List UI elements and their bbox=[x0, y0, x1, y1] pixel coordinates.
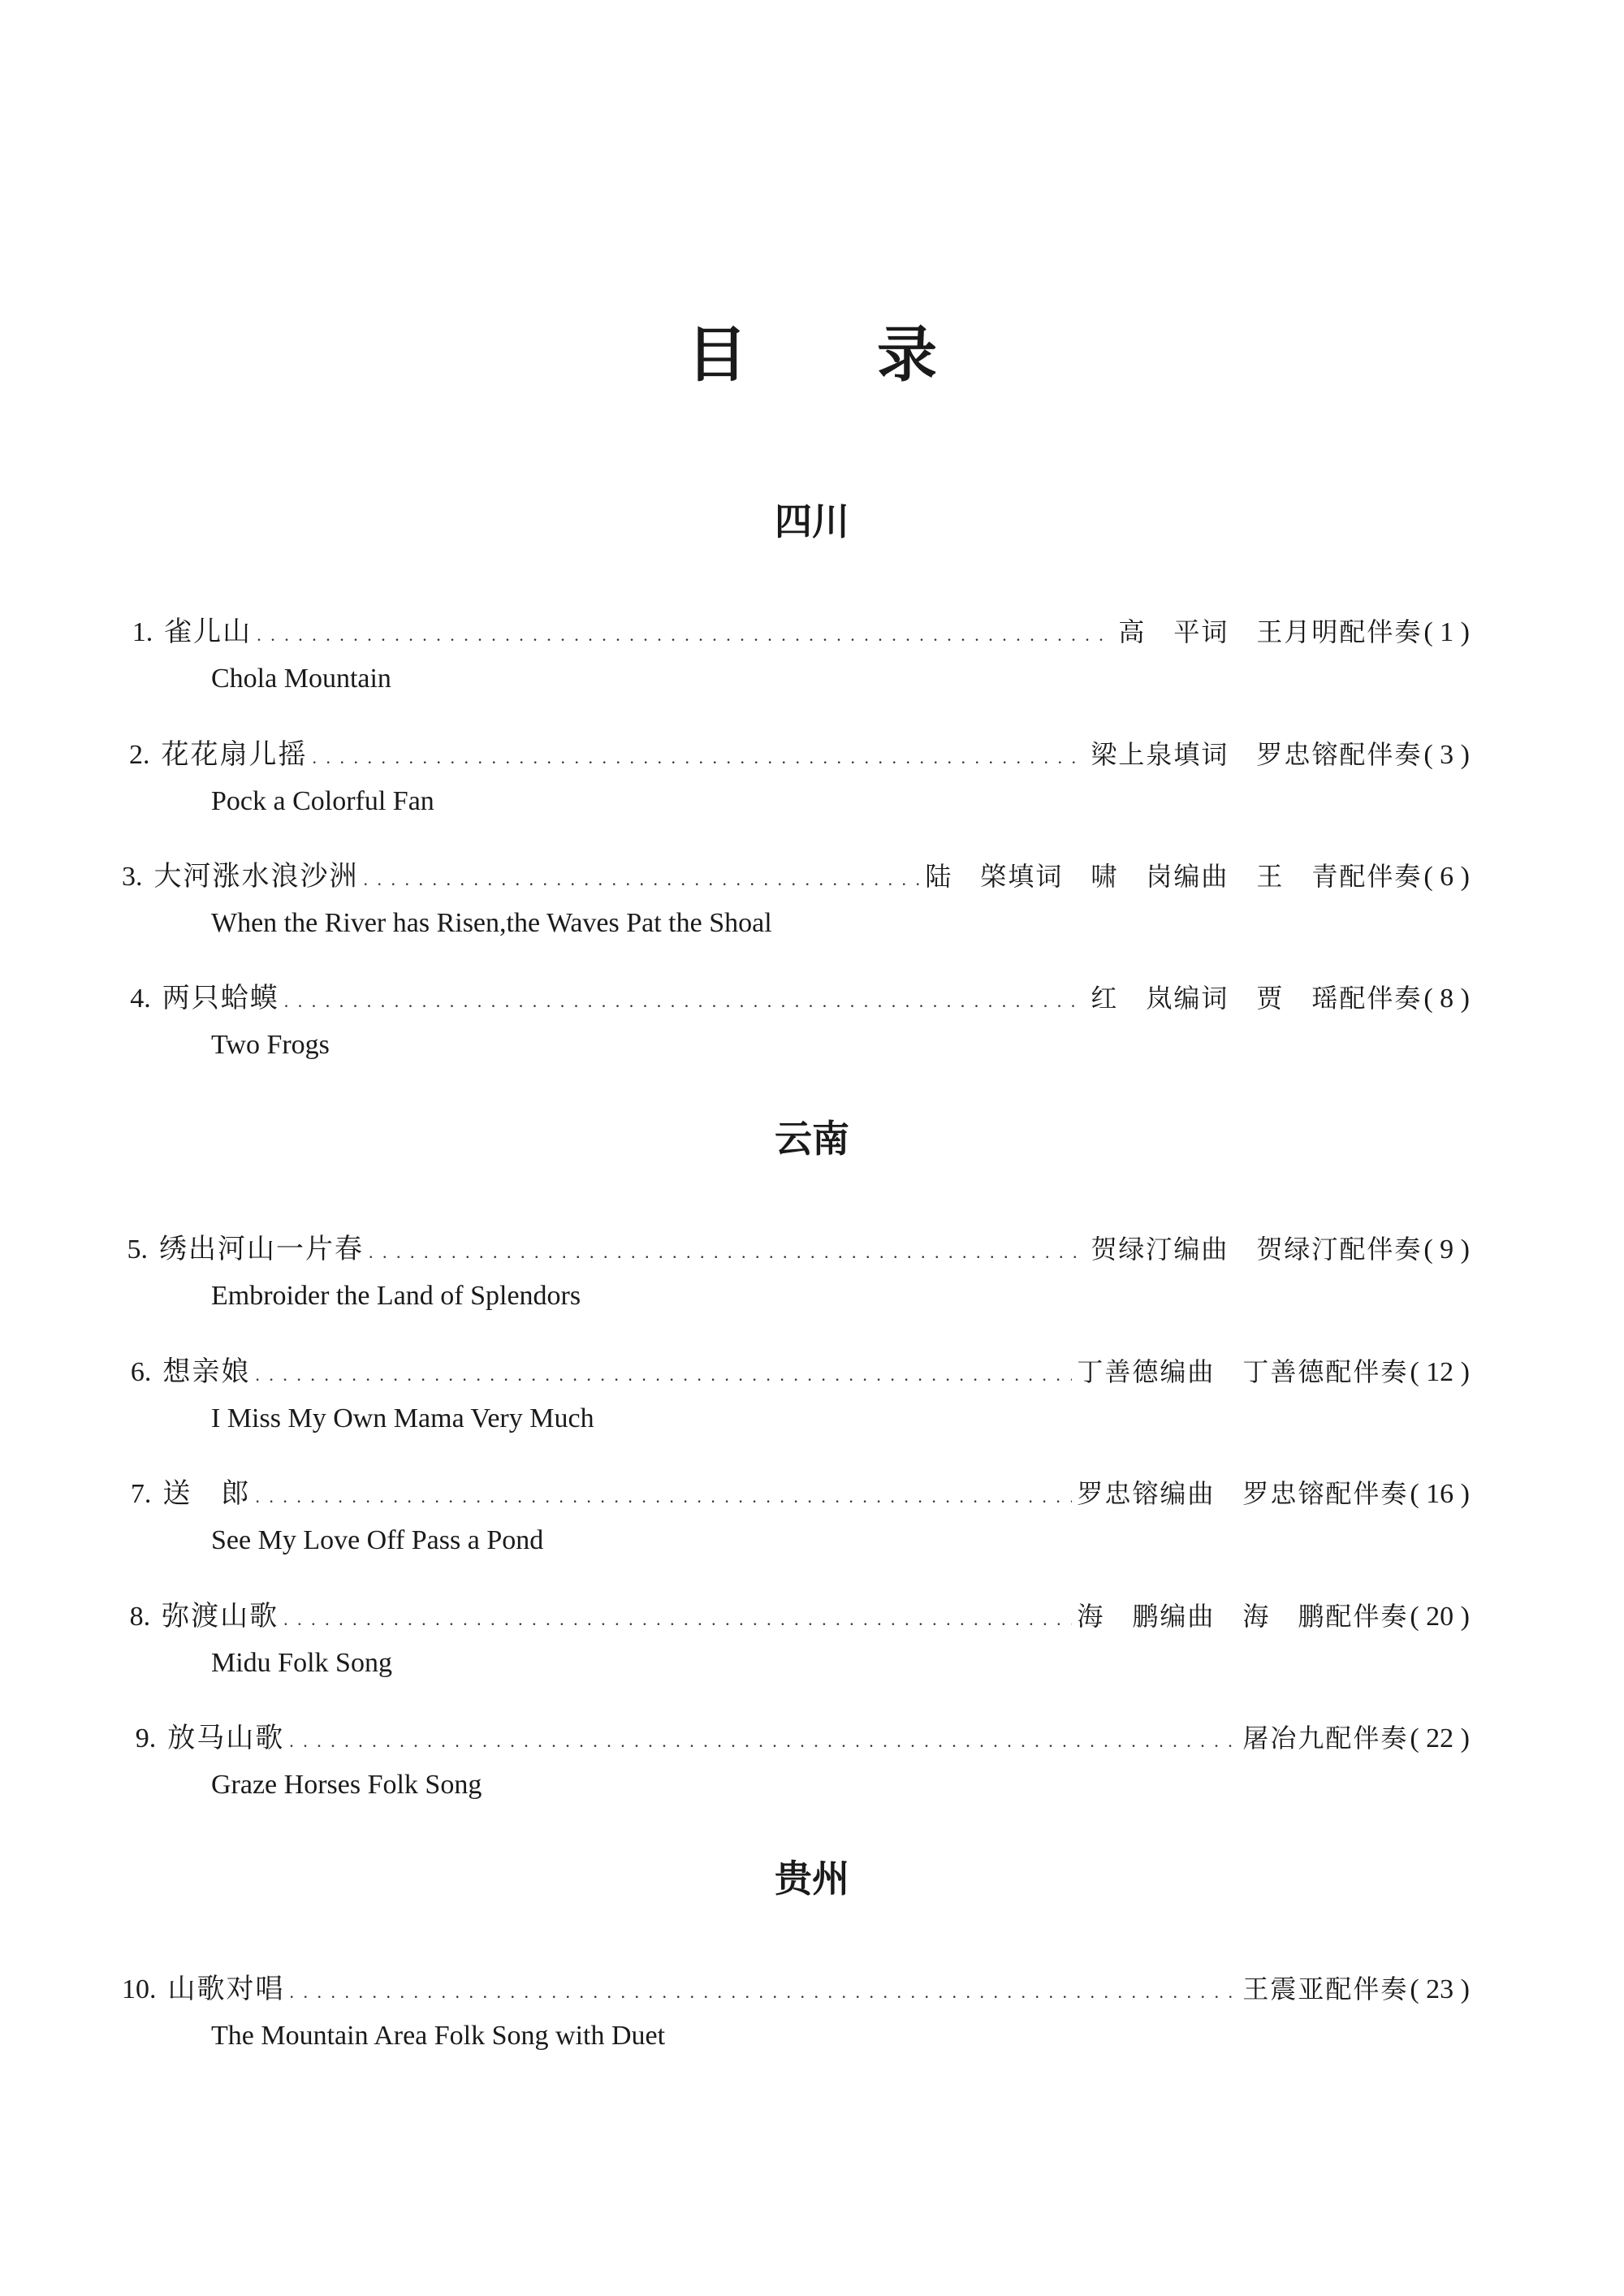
toc-entry[interactable] bbox=[0, 1469, 1624, 1583]
entry-page-number: ( 6 ) bbox=[1423, 862, 1470, 892]
entry-page-number: ( 16 ) bbox=[1410, 1479, 1470, 1509]
entry-number: 6. bbox=[130, 1357, 152, 1387]
entry-title: 山歌对唱 bbox=[167, 1973, 285, 2005]
entry-title: 送 郎 bbox=[162, 1477, 251, 1510]
entry-english-title: See My Love Off Pass a Pond bbox=[211, 1525, 544, 1555]
entry-english-title: Pock a Colorful Fan bbox=[211, 786, 434, 816]
entry-credits: 罗忠镕编曲 罗忠镕配伴奏 bbox=[1077, 1478, 1409, 1509]
dot-leader bbox=[255, 1351, 1072, 1399]
dot-leader bbox=[312, 733, 1086, 782]
dot-leader bbox=[255, 1472, 1072, 1521]
page-title bbox=[0, 318, 1624, 391]
entry-title: 雀儿山 bbox=[164, 616, 253, 648]
entry-english-title: The Mountain Area Folk Song with Duet bbox=[211, 2021, 666, 2051]
dot-leader bbox=[284, 977, 1086, 1026]
entry-english-title: I Miss My Own Mama Very Much bbox=[211, 1403, 594, 1433]
dot-leader bbox=[364, 855, 921, 904]
dot-leader bbox=[290, 1968, 1238, 2017]
entry-page-number: ( 22 ) bbox=[1410, 1723, 1470, 1753]
entry-number: 8. bbox=[129, 1602, 151, 1632]
entry-title: 大河涨水浪沙洲 bbox=[153, 860, 359, 893]
entry-title: 绣出河山一片春 bbox=[158, 1233, 364, 1265]
toc-entry[interactable] bbox=[0, 852, 1624, 966]
entry-title: 两只蛤蟆 bbox=[162, 982, 279, 1014]
section-heading-guizhou: 贵州 bbox=[775, 1857, 849, 1900]
dot-leader bbox=[283, 1595, 1072, 1644]
entry-english-title: Chola Mountain bbox=[211, 664, 391, 694]
entry-number: 2. bbox=[128, 740, 150, 770]
entry-credits: 高 平词 王月明配伴奏 bbox=[1118, 616, 1423, 647]
section-heading-sichuan: 四川 bbox=[775, 499, 849, 543]
entry-english-title: Embroider the Land of Splendors bbox=[211, 1281, 581, 1311]
toc-entry[interactable] bbox=[0, 974, 1624, 1087]
entry-number: 7. bbox=[130, 1479, 152, 1509]
entry-credits: 王震亚配伴奏 bbox=[1242, 1974, 1409, 2004]
entry-title: 弥渡山歌 bbox=[162, 1600, 279, 1632]
toc-entry[interactable] bbox=[0, 730, 1624, 844]
entry-english-title: Graze Horses Folk Song bbox=[211, 1770, 482, 1800]
entry-page-number: ( 23 ) bbox=[1410, 1974, 1470, 2004]
entry-number: 4. bbox=[130, 984, 151, 1014]
toc-entry[interactable] bbox=[0, 608, 1624, 721]
toc-entry[interactable] bbox=[0, 1225, 1624, 1338]
entry-english-title: Midu Folk Song bbox=[211, 1648, 392, 1678]
dot-leader bbox=[257, 611, 1113, 659]
entry-page-number: ( 9 ) bbox=[1423, 1234, 1470, 1265]
toc-entry[interactable] bbox=[0, 1714, 1624, 1827]
entry-credits: 梁上泉填词 罗忠镕配伴奏 bbox=[1091, 739, 1423, 770]
entry-number: 9. bbox=[135, 1723, 157, 1753]
entry-credits: 贺绿汀编曲 贺绿汀配伴奏 bbox=[1091, 1234, 1423, 1265]
entry-number: 1. bbox=[132, 617, 153, 647]
entry-number: 5. bbox=[127, 1234, 148, 1265]
entry-title: 放马山歌 bbox=[167, 1722, 285, 1754]
entry-credits: 海 鹏编曲 海 鹏配伴奏 bbox=[1077, 1601, 1409, 1632]
entry-credits: 红 岚编词 贾 瑶配伴奏 bbox=[1091, 983, 1423, 1014]
entry-page-number: ( 20 ) bbox=[1410, 1602, 1470, 1632]
page-title-char-2: 录 bbox=[877, 320, 937, 390]
entry-number: 10. bbox=[122, 1974, 157, 2004]
entry-credits: 陆 棨填词 啸 岗编曲 王 青配伴奏 bbox=[925, 861, 1423, 892]
entry-credits: 屠冶九配伴奏 bbox=[1242, 1723, 1409, 1753]
entry-number: 3. bbox=[122, 862, 143, 892]
entry-page-number: ( 8 ) bbox=[1423, 984, 1470, 1014]
entry-credits: 丁善德编曲 丁善德配伴奏 bbox=[1077, 1356, 1409, 1387]
entry-page-number: ( 3 ) bbox=[1423, 740, 1470, 770]
entry-page-number: ( 1 ) bbox=[1423, 617, 1470, 647]
toc-entry[interactable] bbox=[0, 1592, 1624, 1706]
section-heading-yunnan: 云南 bbox=[775, 1117, 849, 1161]
entry-title: 花花扇儿摇 bbox=[161, 738, 308, 771]
entry-english-title: Two Frogs bbox=[211, 1030, 330, 1060]
entry-page-number: ( 12 ) bbox=[1410, 1357, 1470, 1387]
dot-leader bbox=[289, 1717, 1237, 1766]
toc-entry[interactable] bbox=[0, 1965, 1624, 2078]
dot-leader bbox=[369, 1228, 1086, 1277]
page-title-char-1: 目 bbox=[687, 320, 747, 390]
toc-entry[interactable] bbox=[0, 1347, 1624, 1461]
entry-english-title: When the River has Risen,the Waves Pat the Shoal bbox=[211, 908, 772, 938]
entry-title: 想亲娘 bbox=[162, 1356, 251, 1388]
